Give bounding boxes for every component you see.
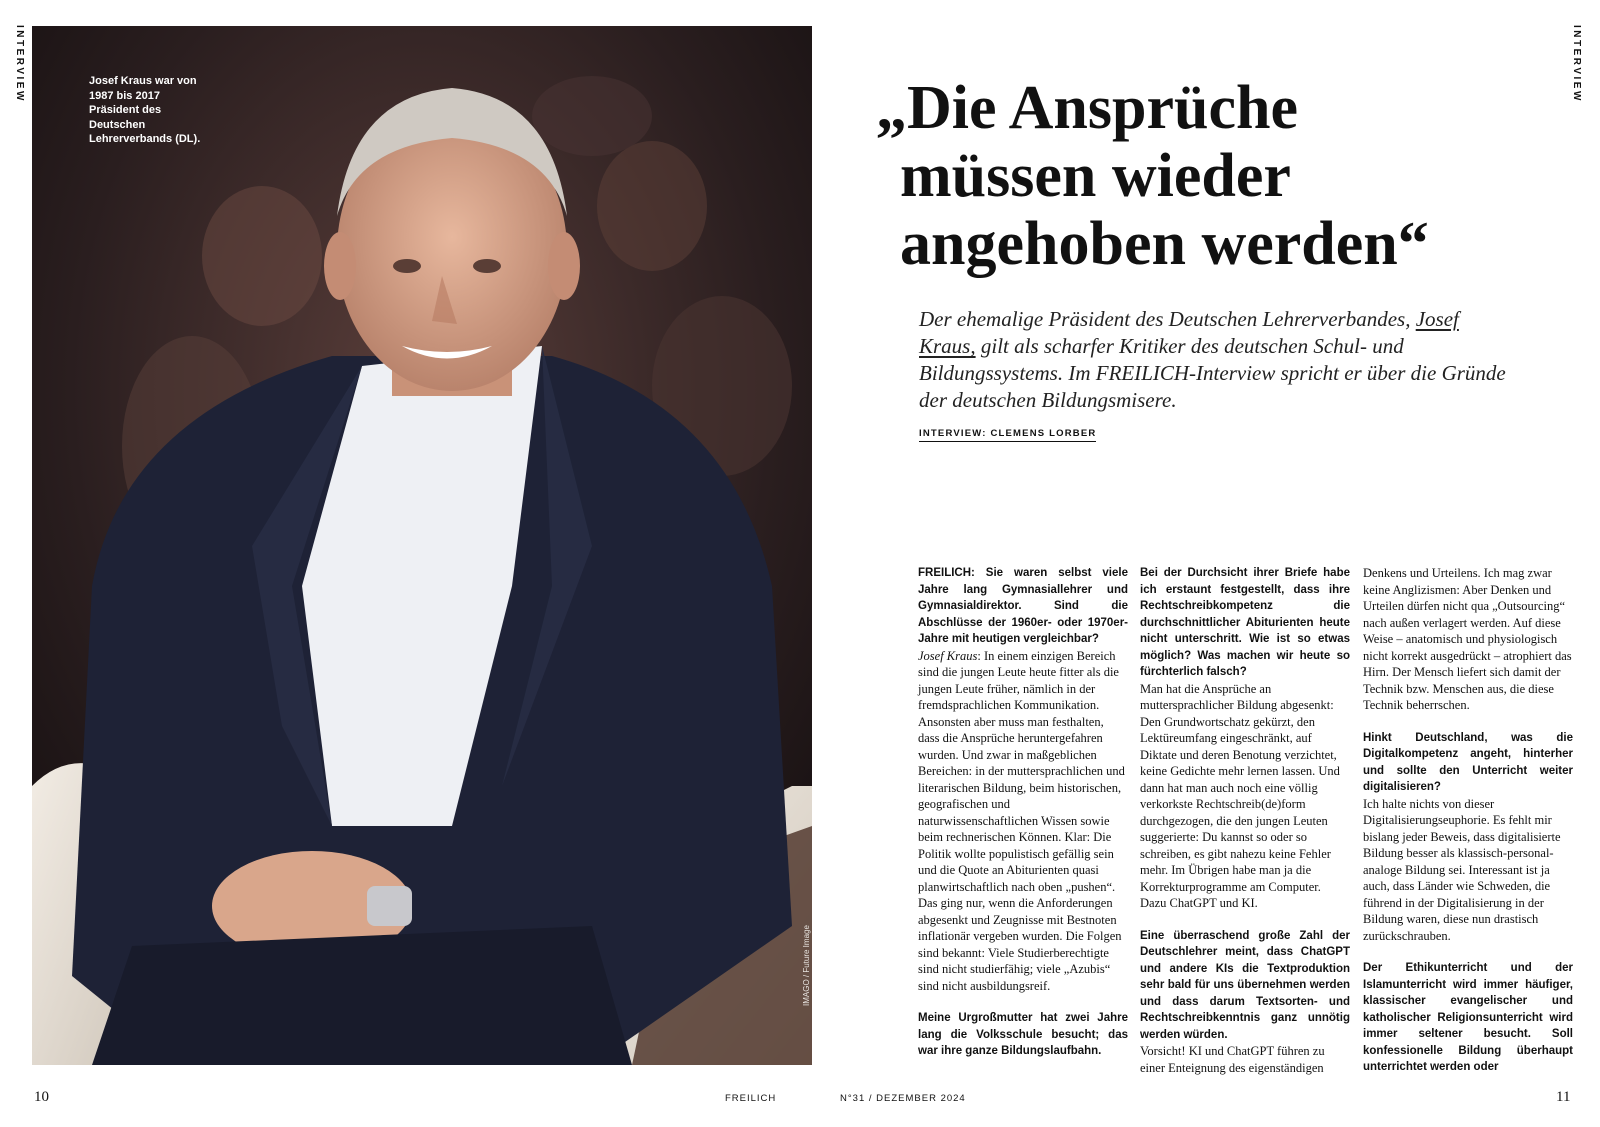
- answer-1: [918, 648, 1128, 995]
- section-label-left: INTERVIEW: [14, 25, 25, 103]
- portrait-photo: [32, 26, 812, 1065]
- answer-4-continued: Denkens und Urteilens. Ich mag zwar keine Anglizismen: Aber Denken und Urteilen dürfen nicht qua „Outsourcing“ nach außen verlagert werden. Auf diese Weise – anatomisch und physiologisch nicht korrekt ausgedrückt – atrophiert das Hirn. Der Mensch liefert sich damit der Technik bzw. Menschen aus, die diese Technik beherrschen.: [1363, 566, 1572, 712]
- lead-name-link[interactable]: Josef Kraus,: [919, 307, 1459, 358]
- lead-part-2: gilt als scharfer Kritiker des deutschen Schul- und Bildungssystems. Im FREILICH-Interview spricht er über die Gründe der deutschen Bildungsmisere.: [919, 334, 1506, 412]
- magazine-name: FREILICH: [725, 1093, 777, 1104]
- answer-3: Man hat die Ansprüche an muttersprachlicher Bildung abgesenkt: Den Grundwortschatz gekürzt, den Lektüreumfang eingeschränkt, auf Diktate und deren Benotung verzichtet, keine Gedichte mehr lernen lassen. Und dann hat man auch noch eine völlig verkorkste Rechtschreib(de)form durchgezogen, die den jungen Leuten suggerierte: Du kannst so oder so schreiben, es gibt nahezu keine Fehler mehr. Im Übrigen habe man ja die Korrekturprogramme am Computer. Dazu ChatGPT und KI.: [1140, 681, 1340, 910]
- photo-credit: IMAGO / Future Image: [802, 925, 811, 1006]
- headline: [876, 74, 1540, 278]
- answer-1-text: : In einem einzigen Bereich sind die jungen Leute heute fitter als die jungen Leute früher, nämlich in der fremdsprachlichen Kommunikation. Ansonsten aber muss man festhalten, dass die Ansprüche heruntergefahren wurden. Und zwar in maßgeblichen Bereichen: in der muttersprachlichen und literarischen Bildung, beim historischen, geografischen und naturwissenschaftlichen Wissen sowie beim rechnerischen Können. Klar: Die Politik wollte populistisch gefällig sein und die Quote an Abiturienten quasi planwirtschaftlich nach oben „pushen“. Das ging nur, wenn die Anforderungen abgesenkt und Zeugnisse mit Bestnoten inflationär vergeben wurden. Die Folgen sind bekannt: Viele Studierberechtigte sind nicht studierfähig; viele „Azubis“ sind nicht ausbildungsreif.: [918, 648, 1125, 993]
- page-number-right: 11: [1556, 1089, 1571, 1105]
- question-5: Hinkt Deutschland, was die Digitalkompetenz angeht, hinterher und sollte den Unterricht weiter digitalisieren?: [1363, 731, 1573, 793]
- answer-5: Ich halte nichts von dieser Digitalisierungseuphorie. Es fehlt mir bislang jeder Beweis, dass digitalisierte Bildung besser als klassisch-personal-analoge Bildung sei. Interessant ist ja auch, dass Länder wie Schweden, die führend in der Digitalisierung in der Bildung waren, diese nun drastisch zurückschrauben.: [1363, 796, 1561, 943]
- question-1: FREILICH: Sie waren selbst viele Jahre lang Gymnasiallehrer und Gymnasialdirektor. Sind die Abschlüsse der 1960er- oder 1970er-Jahre mit heutigen vergleichbar?: [918, 567, 1128, 645]
- question-3: Bei der Durchsicht ihrer Briefe habe ich erstaunt festgestellt, dass ihre Rechtschreibkompetenz die durchschnittlicher Abiturienten heute nicht unterschritt. Wie ist so etwas möglich? Was machen wir heute so fürchterlich falsch?: [1140, 567, 1350, 678]
- lead-part-1: Der ehemalige Präsident des Deutschen Lehrerverbandes,: [919, 307, 1411, 331]
- question-6: Der Ethikunterricht und der Islamunterricht wird immer häufiger, klassischer evangelischer und katholischer Religionsunterricht wird immer seltener besucht. Soll konfessionelle Bildung überhaupt unterrichtet werden oder: [1363, 962, 1573, 1073]
- page-number-left: 10: [34, 1089, 49, 1105]
- answer-1-speaker: Josef Kraus: [918, 648, 978, 663]
- text-column-3: [1363, 565, 1573, 1076]
- answer-4: Vorsicht! KI und ChatGPT führen zu einer Enteignung des eigenständigen: [1140, 1044, 1325, 1075]
- section-label-right: INTERVIEW: [1571, 25, 1582, 103]
- lead-paragraph: [919, 306, 1519, 414]
- question-2: Meine Urgroßmutter hat zwei Jahre lang die Volksschule besucht; das war ihre ganze Bildungslaufbahn.: [918, 1012, 1128, 1057]
- headline-line-3: angehoben werden“: [900, 210, 1429, 278]
- issue-label: N°31 / DEZEMBER 2024: [840, 1093, 966, 1104]
- question-4: Eine überraschend große Zahl der Deutschlehrer meint, dass ChatGPT und andere KIs die Textproduktion sehr bald für uns übernehmen werden und dass darum Textsorten- und Rechtschreibkenntnis ganz unnötig werden würden.: [1140, 929, 1350, 1041]
- headline-line-1: „Die Ansprüche: [876, 74, 1298, 142]
- byline: INTERVIEW: CLEMENS LORBER: [919, 428, 1096, 442]
- headline-line-2: müssen wieder: [900, 142, 1291, 210]
- text-column-1: [918, 565, 1128, 1060]
- text-column-2: [1140, 565, 1350, 1076]
- photo-caption: Josef Kraus war von 1987 bis 2017 Präsident des Deutschen Lehrerverbands (DL).: [89, 75, 201, 145]
